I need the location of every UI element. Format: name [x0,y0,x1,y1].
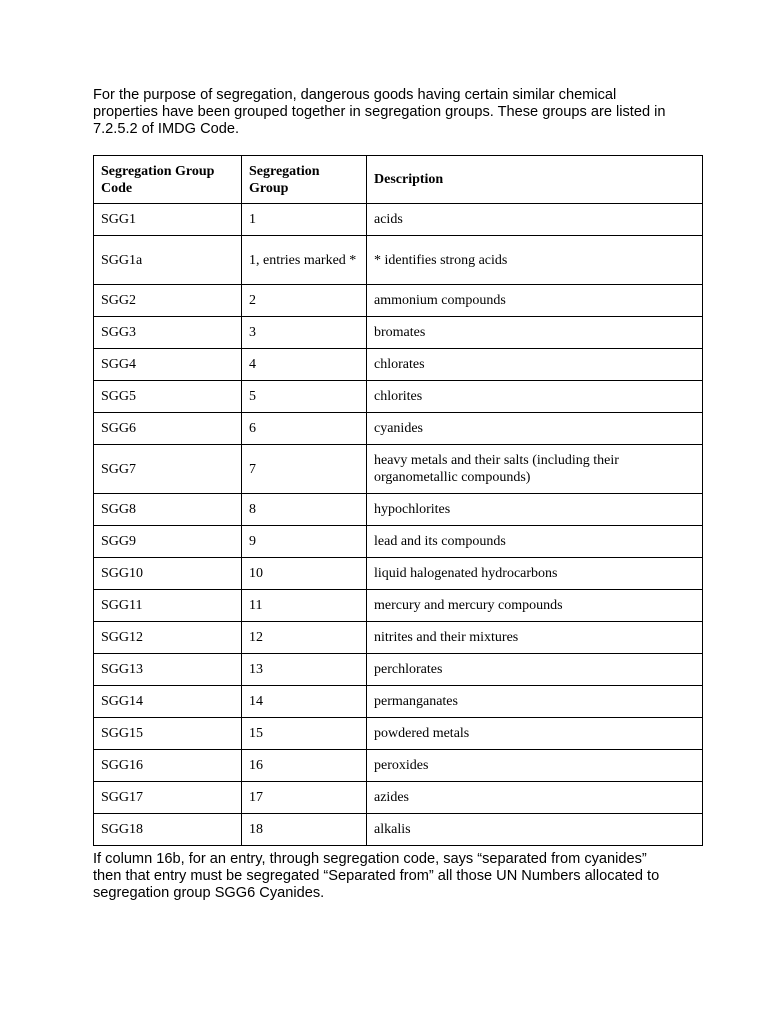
cell-group: 5 [242,381,367,413]
cell-code: SGG15 [94,718,242,750]
cell-code: SGG1 [94,204,242,236]
cell-description: perchlorates [367,654,703,686]
table-row [94,204,703,236]
cell-description: liquid halogenated hydrocarbons [367,558,703,590]
cell-description: ammonium compounds [367,285,703,317]
cell-description: peroxides [367,750,703,782]
cell-code: SGG9 [94,526,242,558]
cell-code: SGG3 [94,317,242,349]
cell-description: powdered metals [367,718,703,750]
cell-code: SGG1a [94,236,242,285]
header-code: Segregation Group Code [94,156,242,204]
cell-description: bromates [367,317,703,349]
cell-description: alkalis [367,814,703,846]
table-row [94,718,703,750]
cell-code: SGG4 [94,349,242,381]
cell-description: azides [367,782,703,814]
table-row [94,750,703,782]
header-description: Description [367,156,703,204]
cell-code: SGG10 [94,558,242,590]
cell-group: 18 [242,814,367,846]
cell-code: SGG5 [94,381,242,413]
cell-description: hypochlorites [367,494,703,526]
cell-code: SGG6 [94,413,242,445]
cell-code: SGG2 [94,285,242,317]
intro-paragraph: For the purpose of segregation, dangerous goods having certain similar chemical properties have been grouped together in segregation groups. These groups are listed in 7.2.5.2 of IMDG Code. [93,87,666,137]
cell-code: SGG18 [94,814,242,846]
cell-description: cyanides [367,413,703,445]
cell-group: 8 [242,494,367,526]
table-row [94,413,703,445]
cell-code: SGG16 [94,750,242,782]
cell-group: 10 [242,558,367,590]
cell-group: 4 [242,349,367,381]
cell-group: 9 [242,526,367,558]
cell-group: 13 [242,654,367,686]
cell-description: * identifies strong acids [367,236,703,285]
table-row [94,381,703,413]
cell-group: 12 [242,622,367,654]
cell-group: 16 [242,750,367,782]
table-row [94,285,703,317]
table-row [94,349,703,381]
cell-group: 6 [242,413,367,445]
table-row [94,814,703,846]
cell-code: SGG8 [94,494,242,526]
header-group: Segregation Group [242,156,367,204]
cell-group: 3 [242,317,367,349]
segregation-groups-table [93,155,703,846]
table-row [94,782,703,814]
cell-description: permanganates [367,686,703,718]
table-row [94,686,703,718]
table-row [94,494,703,526]
cell-description: heavy metals and their salts (including their organometallic compounds) [367,445,703,494]
outro-paragraph: If column 16b, for an entry, through segregation code, says “separated from cyanides” then that entry must be segregated “Separated from” all those UN Numbers allocated to segregation group SGG6 Cyanides. [93,851,660,901]
cell-code: SGG17 [94,782,242,814]
table-row [94,590,703,622]
table-row [94,317,703,349]
cell-group: 1, entries marked * [242,236,367,285]
table-row [94,654,703,686]
cell-description: lead and its compounds [367,526,703,558]
cell-code: SGG14 [94,686,242,718]
cell-code: SGG11 [94,590,242,622]
table-header-row [94,156,703,204]
table-row [94,558,703,590]
cell-group: 11 [242,590,367,622]
cell-group: 17 [242,782,367,814]
table-row [94,236,703,285]
cell-description: mercury and mercury compounds [367,590,703,622]
cell-description: chlorates [367,349,703,381]
table-row [94,526,703,558]
cell-group: 7 [242,445,367,494]
cell-group: 2 [242,285,367,317]
cell-group: 15 [242,718,367,750]
cell-code: SGG13 [94,654,242,686]
cell-code: SGG7 [94,445,242,494]
table-row [94,445,703,494]
cell-group: 1 [242,204,367,236]
cell-group: 14 [242,686,367,718]
cell-description: chlorites [367,381,703,413]
cell-code: SGG12 [94,622,242,654]
cell-description: nitrites and their mixtures [367,622,703,654]
cell-description: acids [367,204,703,236]
table-row [94,622,703,654]
